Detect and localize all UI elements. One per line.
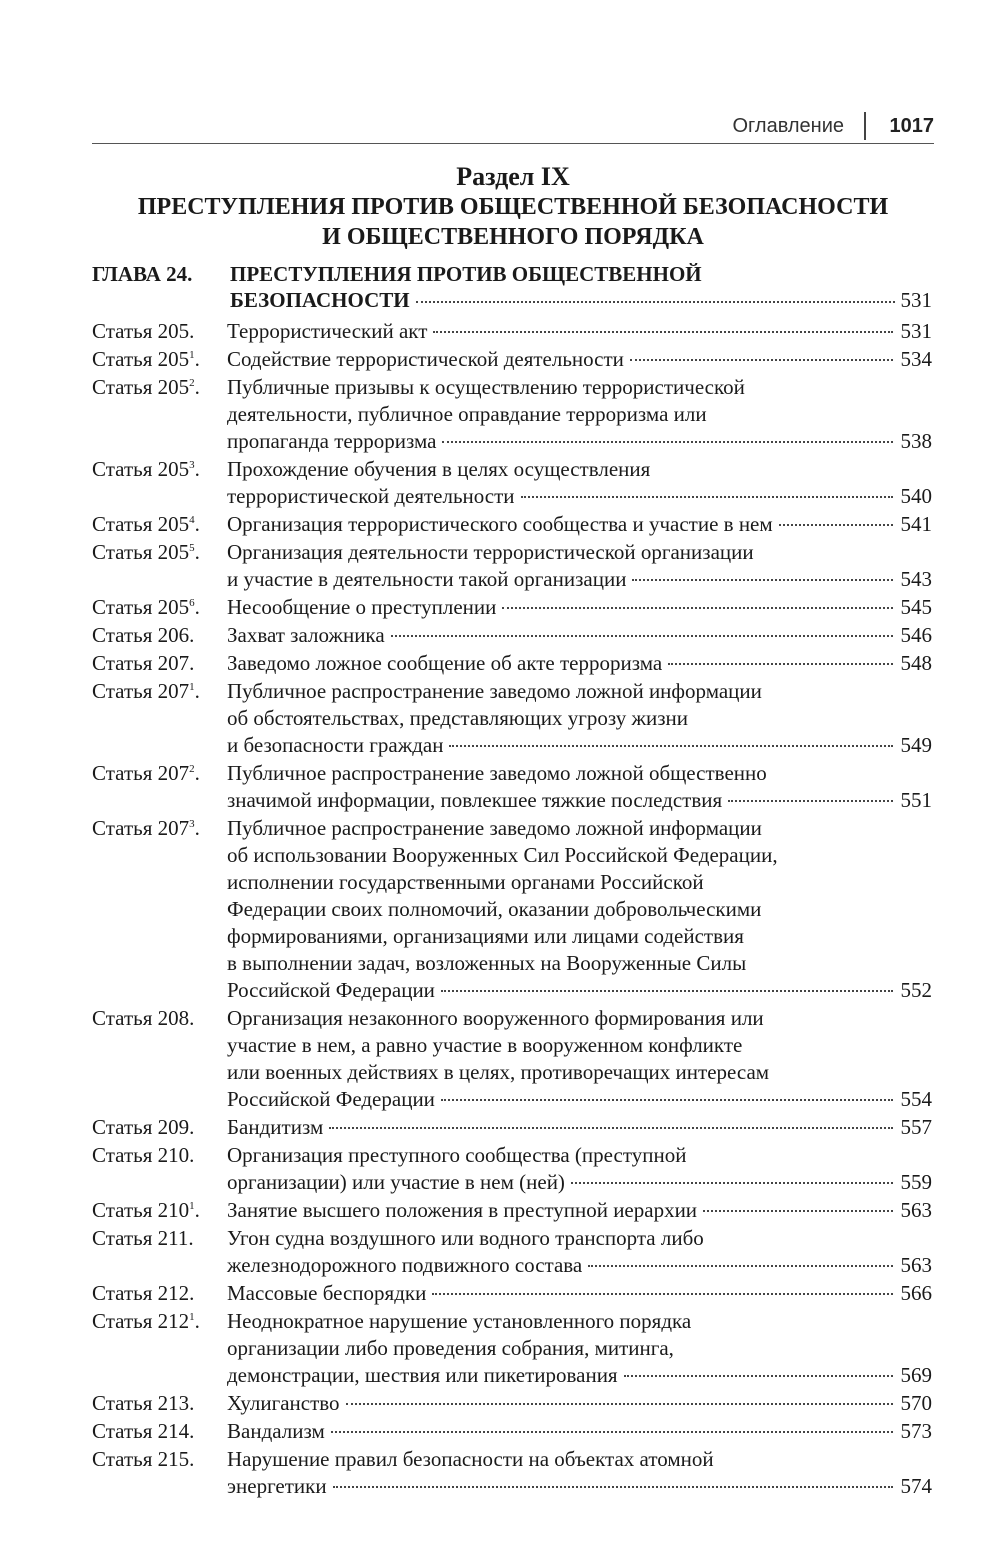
dot-leader bbox=[416, 301, 895, 303]
article-title-text: значимой информации, повлекшее тяжкие последствия bbox=[227, 788, 723, 812]
article-number: 213 bbox=[157, 1391, 190, 1415]
article-superscript: 3 bbox=[189, 459, 195, 471]
dot-leader bbox=[329, 1127, 892, 1129]
article-prefix: Статья bbox=[92, 1281, 153, 1305]
article-number: 210 bbox=[157, 1198, 190, 1222]
toc-entry[interactable] bbox=[92, 374, 932, 455]
article-number: 205 bbox=[157, 347, 190, 371]
chapter-title-line: ПРЕСТУПЛЕНИЯ ПРОТИВ ОБЩЕСТВЕННОЙ bbox=[230, 262, 702, 286]
article-page: 563 bbox=[900, 1253, 932, 1277]
article-title-line bbox=[227, 318, 932, 345]
article-label bbox=[92, 760, 227, 814]
article-title bbox=[227, 1390, 932, 1417]
article-title-line: деятельности, публичное оправдание терроризма или bbox=[227, 402, 707, 426]
dot-leader bbox=[588, 1265, 892, 1267]
article-title bbox=[227, 1225, 932, 1279]
dot-leader bbox=[449, 745, 892, 747]
article-title-line bbox=[227, 1086, 932, 1113]
article-title-line: Угон судна воздушного или водного транспорта либо bbox=[227, 1226, 704, 1250]
article-page: 551 bbox=[900, 788, 932, 812]
article-prefix: Статья bbox=[92, 623, 153, 647]
article-page: 548 bbox=[900, 651, 932, 675]
article-title-line: Организация незаконного вооруженного формирования или bbox=[227, 1006, 764, 1030]
article-suffix: . bbox=[194, 512, 200, 536]
section-title-line: И ОБЩЕСТВЕННОГО ПОРЯДКА bbox=[322, 224, 704, 250]
article-title-line bbox=[227, 977, 932, 1004]
article-prefix: Статья bbox=[92, 512, 153, 536]
article-title-line bbox=[227, 787, 932, 814]
article-label bbox=[92, 1114, 227, 1141]
article-title-line bbox=[227, 1252, 932, 1279]
article-label bbox=[92, 1005, 227, 1113]
article-title-line bbox=[227, 428, 932, 455]
article-suffix: . bbox=[189, 1391, 195, 1415]
article-title bbox=[227, 678, 932, 759]
article-number: 205 bbox=[157, 375, 190, 399]
article-number: 206 bbox=[157, 623, 190, 647]
article-page: 546 bbox=[900, 623, 932, 647]
article-page: 566 bbox=[900, 1281, 932, 1305]
article-page: 552 bbox=[900, 978, 932, 1002]
article-title-line bbox=[227, 511, 932, 538]
article-title bbox=[227, 539, 932, 593]
article-title-line bbox=[227, 1114, 932, 1141]
section-title-line: ПРЕСТУПЛЕНИЯ ПРОТИВ ОБЩЕСТВЕННОЙ БЕЗОПАСНОСТИ bbox=[137, 194, 889, 220]
toc-entry[interactable] bbox=[92, 678, 932, 759]
article-title bbox=[227, 511, 932, 538]
article-title-text: Заведомо ложное сообщение об акте терроризма bbox=[227, 651, 663, 675]
article-title-line: Нарушение правил безопасности на объектах атомной bbox=[227, 1447, 714, 1471]
article-suffix: . bbox=[189, 1447, 195, 1471]
article-suffix: . bbox=[194, 761, 200, 785]
running-head-separator bbox=[864, 112, 866, 140]
dot-leader bbox=[779, 524, 893, 526]
article-title-text: Содействие террористической деятельности bbox=[227, 347, 624, 371]
article-prefix: Статья bbox=[92, 595, 153, 619]
toc-entry[interactable] bbox=[92, 1308, 932, 1389]
article-superscript: 5 bbox=[189, 542, 195, 554]
article-title-text: железнодорожного подвижного состава bbox=[227, 1253, 583, 1277]
section-heading bbox=[90, 162, 936, 252]
article-label bbox=[92, 1418, 227, 1445]
article-title-line bbox=[227, 1390, 932, 1417]
article-title-line bbox=[227, 1169, 932, 1196]
article-page: 557 bbox=[900, 1115, 932, 1139]
article-superscript: 1 bbox=[189, 681, 195, 693]
article-title-text: Террористический акт bbox=[227, 319, 428, 343]
article-title-line bbox=[227, 1473, 932, 1500]
article-prefix: Статья bbox=[92, 679, 153, 703]
article-number: 207 bbox=[157, 761, 190, 785]
article-title-line bbox=[227, 566, 932, 593]
article-title-line: исполнении государственными органами Российской bbox=[227, 870, 704, 894]
article-title-line: Федерации своих полномочий, оказании добровольческими bbox=[227, 897, 762, 921]
article-title-line: об использовании Вооруженных Сил Российской Федерации, bbox=[227, 843, 778, 867]
article-number: 209 bbox=[157, 1115, 190, 1139]
dot-leader bbox=[391, 635, 893, 637]
toc-entry[interactable] bbox=[92, 1446, 932, 1500]
dot-leader bbox=[632, 579, 892, 581]
article-suffix: . bbox=[189, 1006, 195, 1030]
chapter-label: ГЛАВА 24. bbox=[92, 262, 193, 286]
article-prefix: Статья bbox=[92, 1419, 153, 1443]
article-label bbox=[92, 318, 227, 345]
article-title-line: или военных действиях в целях, противоречащих интересам bbox=[227, 1060, 770, 1084]
article-title-text: и участие в деятельности такой организации bbox=[227, 567, 627, 591]
article-number: 208 bbox=[157, 1006, 190, 1030]
article-prefix: Статья bbox=[92, 1447, 153, 1471]
article-page: 541 bbox=[900, 512, 932, 536]
article-suffix: . bbox=[194, 1198, 200, 1222]
toc-entry[interactable] bbox=[92, 650, 932, 677]
article-label bbox=[92, 539, 227, 593]
dot-leader bbox=[331, 1431, 893, 1433]
article-title-line: об обстоятельствах, представляющих угрозу жизни bbox=[227, 706, 689, 730]
chapter-entry[interactable] bbox=[92, 258, 932, 314]
article-title bbox=[227, 346, 932, 373]
chapter-title-line: БЕЗОПАСНОСТИ bbox=[230, 288, 410, 312]
toc-entry[interactable] bbox=[92, 1114, 932, 1141]
article-prefix: Статья bbox=[92, 1391, 153, 1415]
toc-entry[interactable] bbox=[92, 815, 932, 1004]
article-title-text: Захват заложника bbox=[227, 623, 385, 647]
article-title-line: организации либо проведения собрания, митинга, bbox=[227, 1336, 674, 1360]
article-prefix: Статья bbox=[92, 651, 153, 675]
article-title-text: демонстрации, шествия или пикетирования bbox=[227, 1363, 618, 1387]
article-title-text: террористической деятельности bbox=[227, 484, 515, 508]
article-title-line bbox=[227, 1418, 932, 1445]
article-page: 545 bbox=[900, 595, 932, 619]
article-superscript: 3 bbox=[189, 818, 195, 830]
article-superscript: 2 bbox=[189, 377, 195, 389]
toc-entry[interactable] bbox=[92, 1418, 932, 1445]
article-prefix: Статья bbox=[92, 1115, 153, 1139]
article-title-line: Прохождение обучения в целях осуществления bbox=[227, 457, 651, 481]
toc-entry[interactable] bbox=[92, 1197, 932, 1224]
article-number: 205 bbox=[157, 540, 190, 564]
toc-entry[interactable] bbox=[92, 1142, 932, 1196]
article-title bbox=[227, 815, 932, 1004]
toc-entry[interactable] bbox=[92, 346, 932, 373]
dot-leader bbox=[502, 607, 892, 609]
article-title-text: Российской Федерации bbox=[227, 978, 435, 1002]
article-superscript: 6 bbox=[189, 597, 195, 609]
article-label bbox=[92, 1197, 227, 1224]
article-page: 554 bbox=[900, 1087, 932, 1111]
article-label bbox=[92, 346, 227, 373]
article-page: 538 bbox=[900, 429, 932, 453]
running-head-title: Оглавление bbox=[732, 115, 844, 137]
article-prefix: Статья bbox=[92, 347, 153, 371]
article-prefix: Статья bbox=[92, 1309, 153, 1333]
article-number: 215 bbox=[157, 1447, 190, 1471]
article-suffix: . bbox=[189, 623, 195, 647]
article-label bbox=[92, 1308, 227, 1389]
dot-leader bbox=[441, 1099, 893, 1101]
article-title-text: и безопасности граждан bbox=[227, 733, 444, 757]
article-number: 205 bbox=[157, 595, 190, 619]
article-page: 570 bbox=[900, 1391, 932, 1415]
article-prefix: Статья bbox=[92, 1006, 153, 1030]
article-prefix: Статья bbox=[92, 375, 153, 399]
article-title-line bbox=[227, 732, 932, 759]
article-title-line bbox=[227, 1362, 932, 1389]
toc-entry[interactable] bbox=[92, 318, 932, 345]
article-page: 543 bbox=[900, 567, 932, 591]
article-label bbox=[92, 678, 227, 759]
article-title-line: Публичное распространение заведомо ложной общественно bbox=[227, 761, 767, 785]
toc-entry[interactable] bbox=[92, 760, 932, 814]
article-label bbox=[92, 594, 227, 621]
article-superscript: 1 bbox=[189, 1311, 195, 1323]
article-title-line: Неоднократное нарушение установленного порядка bbox=[227, 1309, 692, 1333]
article-title bbox=[227, 760, 932, 814]
article-number: 207 bbox=[157, 679, 190, 703]
article-prefix: Статья bbox=[92, 319, 153, 343]
article-suffix: . bbox=[189, 1281, 195, 1305]
toc-entries bbox=[92, 318, 932, 1501]
article-page: 573 bbox=[900, 1419, 932, 1443]
article-prefix: Статья bbox=[92, 540, 153, 564]
toc-entry[interactable] bbox=[92, 1280, 932, 1307]
article-label bbox=[92, 622, 227, 649]
article-title bbox=[227, 594, 932, 621]
article-suffix: . bbox=[194, 540, 200, 564]
dot-leader bbox=[630, 359, 893, 361]
article-superscript: 1 bbox=[189, 349, 195, 361]
article-number: 214 bbox=[157, 1419, 190, 1443]
toc-entry[interactable] bbox=[92, 456, 932, 510]
article-title-line bbox=[227, 594, 932, 621]
article-title-line: формированиями, организациями или лицами содействия bbox=[227, 924, 744, 948]
article-title-text: Организация террористического сообщества и участие в нем bbox=[227, 512, 773, 536]
article-number: 205 bbox=[157, 512, 190, 536]
dot-leader bbox=[433, 331, 892, 333]
article-title bbox=[227, 1114, 932, 1141]
article-superscript: 1 bbox=[189, 1200, 195, 1212]
article-suffix: . bbox=[189, 1115, 195, 1139]
article-label bbox=[92, 1225, 227, 1279]
article-number: 212 bbox=[157, 1309, 190, 1333]
toc-entry[interactable] bbox=[92, 539, 932, 593]
article-suffix: . bbox=[194, 595, 200, 619]
article-prefix: Статья bbox=[92, 761, 153, 785]
article-page: 540 bbox=[900, 484, 932, 508]
article-prefix: Статья bbox=[92, 1143, 153, 1167]
article-suffix: . bbox=[189, 319, 195, 343]
article-number: 211 bbox=[157, 1226, 189, 1250]
dot-leader bbox=[728, 800, 892, 802]
article-number: 207 bbox=[157, 816, 190, 840]
article-label bbox=[92, 511, 227, 538]
article-title-text: Российской Федерации bbox=[227, 1087, 435, 1111]
article-prefix: Статья bbox=[92, 457, 153, 481]
toc-entry[interactable] bbox=[92, 511, 932, 538]
article-title-text: организации) или участие в нем (ней) bbox=[227, 1170, 565, 1194]
running-head bbox=[92, 112, 934, 142]
section-label: Раздел IX bbox=[456, 162, 570, 191]
article-title bbox=[227, 456, 932, 510]
article-suffix: . bbox=[189, 1419, 195, 1443]
article-number: 210 bbox=[157, 1143, 190, 1167]
article-title-line: Организация преступного сообщества (преступной bbox=[227, 1143, 687, 1167]
article-label bbox=[92, 374, 227, 455]
article-title bbox=[227, 1418, 932, 1445]
article-title-line bbox=[227, 1197, 932, 1224]
article-page: 559 bbox=[900, 1170, 932, 1194]
toc-entry[interactable] bbox=[92, 1390, 932, 1417]
article-page: 534 bbox=[900, 347, 932, 371]
article-title-text: Бандитизм bbox=[227, 1115, 324, 1139]
article-title-line: Публичное распространение заведомо ложной информации bbox=[227, 816, 762, 840]
article-label bbox=[92, 1446, 227, 1500]
dot-leader bbox=[442, 441, 892, 443]
article-number: 212 bbox=[157, 1281, 190, 1305]
article-prefix: Статья bbox=[92, 816, 153, 840]
article-title bbox=[227, 1005, 932, 1113]
article-page: 531 bbox=[900, 319, 932, 343]
article-suffix: . bbox=[189, 651, 195, 675]
article-title bbox=[227, 650, 932, 677]
article-suffix: . bbox=[194, 457, 200, 481]
article-title-text: Вандализм bbox=[227, 1419, 325, 1443]
article-title-line: в выполнении задач, возложенных на Вооруженные Силы bbox=[227, 951, 747, 975]
dot-leader bbox=[521, 496, 893, 498]
article-title-line: Публичное распространение заведомо ложной информации bbox=[227, 679, 762, 703]
article-title-line bbox=[227, 650, 932, 677]
article-title-line: Организация деятельности террористической организации bbox=[227, 540, 754, 564]
article-page: 549 bbox=[900, 733, 932, 757]
article-number: 205 bbox=[157, 319, 190, 343]
dot-leader bbox=[432, 1293, 892, 1295]
article-title bbox=[227, 1308, 932, 1389]
article-prefix: Статья bbox=[92, 1226, 153, 1250]
article-suffix: . bbox=[194, 679, 200, 703]
article-suffix: . bbox=[189, 1143, 195, 1167]
article-suffix: . bbox=[194, 816, 200, 840]
article-page: 569 bbox=[900, 1363, 932, 1387]
page-number: 1017 bbox=[889, 115, 934, 137]
article-suffix: . bbox=[194, 1309, 200, 1333]
article-superscript: 4 bbox=[189, 514, 195, 526]
article-title-text: пропаганда терроризма bbox=[227, 429, 437, 453]
article-title-line bbox=[227, 483, 932, 510]
article-label bbox=[92, 1280, 227, 1307]
article-title-line bbox=[227, 622, 932, 649]
article-label bbox=[92, 456, 227, 510]
article-title-text: Занятие высшего положения в преступной иерархии bbox=[227, 1198, 698, 1222]
dot-leader bbox=[441, 990, 893, 992]
article-title bbox=[227, 1446, 932, 1500]
article-title bbox=[227, 318, 932, 345]
article-page: 563 bbox=[900, 1198, 932, 1222]
article-title bbox=[227, 1197, 932, 1224]
toc-entry[interactable] bbox=[92, 622, 932, 649]
article-prefix: Статья bbox=[92, 1198, 153, 1222]
article-title-line: Публичные призывы к осуществлению террористической bbox=[227, 375, 745, 399]
article-label bbox=[92, 815, 227, 1004]
article-title bbox=[227, 1142, 932, 1196]
dot-leader bbox=[624, 1375, 893, 1377]
article-title-line bbox=[227, 1280, 932, 1307]
toc-entry[interactable] bbox=[92, 1225, 932, 1279]
dot-leader bbox=[333, 1486, 893, 1488]
chapter-page: 531 bbox=[900, 288, 932, 312]
toc-entry[interactable] bbox=[92, 1005, 932, 1113]
article-label bbox=[92, 650, 227, 677]
dot-leader bbox=[668, 663, 892, 665]
article-title-text: Хулиганство bbox=[227, 1391, 340, 1415]
article-title-text: Несообщение о преступлении bbox=[227, 595, 497, 619]
dot-leader bbox=[703, 1210, 892, 1212]
header-rule bbox=[92, 143, 934, 144]
article-suffix: . bbox=[194, 375, 200, 399]
article-number: 205 bbox=[157, 457, 190, 481]
article-title bbox=[227, 1280, 932, 1307]
article-title-text: Массовые беспорядки bbox=[227, 1281, 427, 1305]
article-superscript: 2 bbox=[189, 763, 195, 775]
dot-leader bbox=[346, 1403, 893, 1405]
dot-leader bbox=[571, 1182, 893, 1184]
article-label bbox=[92, 1142, 227, 1196]
article-title bbox=[227, 374, 932, 455]
article-suffix: . bbox=[188, 1226, 194, 1250]
article-title-text: энергетики bbox=[227, 1474, 327, 1498]
article-title-line: участие в нем, а равно участие в вооруженном конфликте bbox=[227, 1033, 743, 1057]
article-title bbox=[227, 622, 932, 649]
article-label bbox=[92, 1390, 227, 1417]
toc-entry[interactable] bbox=[92, 594, 932, 621]
article-title-line bbox=[227, 346, 932, 373]
article-number: 207 bbox=[157, 651, 190, 675]
article-page: 574 bbox=[900, 1474, 932, 1498]
article-suffix: . bbox=[194, 347, 200, 371]
